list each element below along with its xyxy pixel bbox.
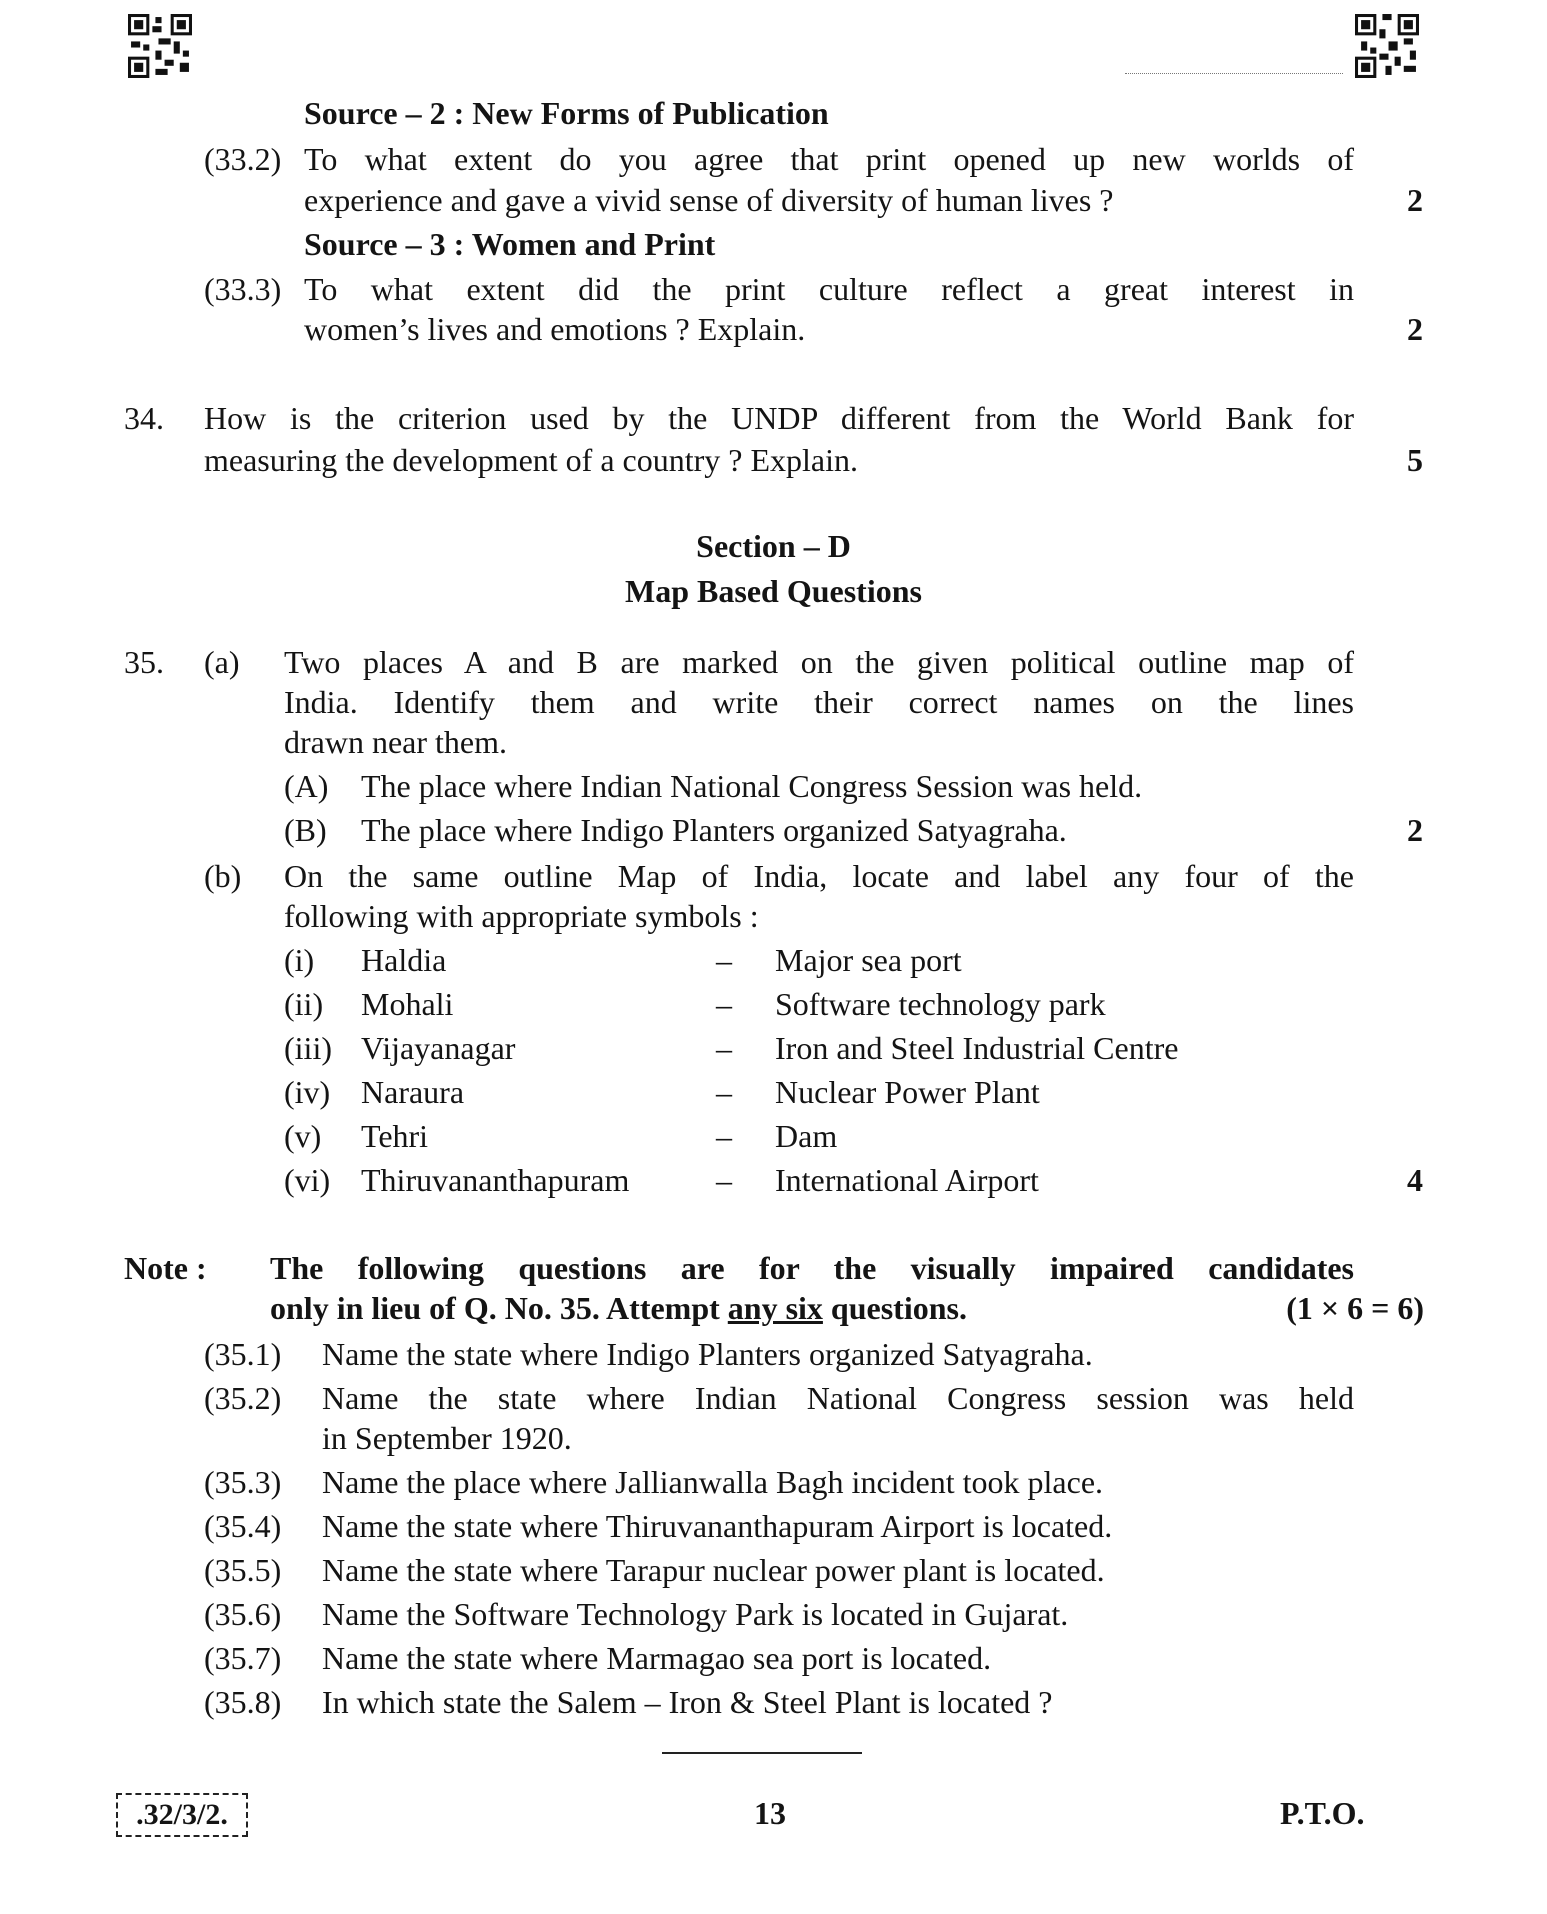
- item-desc: Nuclear Power Plant: [775, 1074, 1040, 1110]
- paper-code: .32/3/2.: [116, 1793, 248, 1837]
- question-text: How is the criterion used by the UNDP different from the World Bank for: [204, 400, 1354, 436]
- header-rule: [1125, 73, 1343, 74]
- question-text: measuring the development of a country ? Explain.: [204, 442, 859, 478]
- item-dash: –: [716, 1162, 732, 1198]
- marks: 2: [1407, 182, 1423, 218]
- source-3-title: Source – 3 : Women and Print: [304, 226, 716, 262]
- question-number: 35.: [124, 644, 164, 680]
- qr-code-icon: [1355, 14, 1419, 78]
- item-desc: International Airport: [775, 1162, 1039, 1198]
- question-text: following with appropriate symbols :: [284, 898, 759, 934]
- footer-rule: [662, 1752, 862, 1754]
- question-text: On the same outline Map of India, locate and label any four of the: [284, 858, 1354, 894]
- question-text: experience and gave a vivid sense of diversity of human lives ?: [304, 182, 1114, 218]
- note-label: Note :: [124, 1250, 207, 1286]
- question-text: To what extent did the print culture reflect a great interest in: [304, 271, 1354, 307]
- question-number: 34.: [124, 400, 164, 436]
- vi-question-number: (35.4): [204, 1508, 282, 1544]
- sub-text: The place where Indigo Planters organized Satyagraha.: [361, 812, 1067, 848]
- question-text: India. Identify them and write their correct names on the lines: [284, 684, 1354, 720]
- item-place: Tehri: [361, 1118, 429, 1154]
- item-place: Thiruvananthapuram: [361, 1162, 630, 1198]
- item-dash: –: [716, 942, 732, 978]
- note-text: The following questions are for the visually impaired candidates: [270, 1250, 1354, 1286]
- question-text: women’s lives and emotions ? Explain.: [304, 311, 806, 347]
- item-roman: (iii): [284, 1030, 332, 1066]
- item-roman: (i): [284, 942, 315, 978]
- marks: 2: [1407, 812, 1423, 848]
- source-2-title: Source – 2 : New Forms of Publication: [304, 95, 829, 131]
- page-number: 13: [754, 1795, 786, 1831]
- item-place: Naraura: [361, 1074, 465, 1110]
- item-dash: –: [716, 1118, 732, 1154]
- item-place: Vijayanagar: [361, 1030, 516, 1066]
- item-desc: Major sea port: [775, 942, 962, 978]
- item-roman: (ii): [284, 986, 324, 1022]
- vi-question-number: (35.3): [204, 1464, 282, 1500]
- vi-question-text: Name the state where Indian National Congress session was held: [322, 1380, 1354, 1416]
- note-marks: (1 × 6 = 6): [1286, 1290, 1424, 1326]
- sub-label: (B): [284, 812, 327, 848]
- vi-question-number: (35.2): [204, 1380, 282, 1416]
- vi-question-text: Name the state where Marmagao sea port is located.: [322, 1640, 992, 1676]
- marks: 2: [1407, 311, 1423, 347]
- vi-question-number: (35.1): [204, 1336, 282, 1372]
- item-roman: (vi): [284, 1162, 331, 1198]
- vi-question-number: (35.6): [204, 1596, 282, 1632]
- vi-question-text: in September 1920.: [322, 1420, 572, 1456]
- note-text: only in lieu of Q. No. 35. Attempt any six questions.: [270, 1290, 967, 1326]
- question-number: (33.3): [204, 271, 282, 307]
- question-number: (33.2): [204, 141, 282, 177]
- item-roman: (v): [284, 1118, 322, 1154]
- pto-label: P.T.O.: [1280, 1795, 1365, 1831]
- item-dash: –: [716, 986, 732, 1022]
- item-place: Mohali: [361, 986, 454, 1022]
- vi-question-text: Name the place where Jallianwalla Bagh incident took place.: [322, 1464, 1104, 1500]
- section-title: Section – D: [696, 528, 851, 564]
- section-subtitle: Map Based Questions: [625, 573, 922, 609]
- sub-label: (A): [284, 768, 329, 804]
- question-text: Two places A and B are marked on the given political outline map of: [284, 644, 1354, 680]
- item-dash: –: [716, 1074, 732, 1110]
- item-dash: –: [716, 1030, 732, 1066]
- vi-question-number: (35.8): [204, 1684, 282, 1720]
- question-text: drawn near them.: [284, 724, 508, 760]
- sub-text: The place where Indian National Congress Session was held.: [361, 768, 1143, 804]
- vi-question-text: Name the Software Technology Park is located in Gujarat.: [322, 1596, 1069, 1632]
- part-label: (b): [204, 858, 242, 894]
- question-text: To what extent do you agree that print opened up new worlds of: [304, 141, 1354, 177]
- marks: 4: [1407, 1162, 1423, 1198]
- part-label: (a): [204, 644, 240, 680]
- vi-question-text: In which state the Salem – Iron & Steel Plant is located ?: [322, 1684, 1053, 1720]
- item-desc: Software technology park: [775, 986, 1106, 1022]
- vi-question-number: (35.7): [204, 1640, 282, 1676]
- vi-question-text: Name the state where Tarapur nuclear power plant is located.: [322, 1552, 1105, 1588]
- vi-question-text: Name the state where Indigo Planters organized Satyagraha.: [322, 1336, 1093, 1372]
- marks: 5: [1407, 442, 1423, 478]
- qr-code-icon: [128, 14, 192, 78]
- vi-question-text: Name the state where Thiruvananthapuram Airport is located.: [322, 1508, 1113, 1544]
- item-roman: (iv): [284, 1074, 331, 1110]
- vi-question-number: (35.5): [204, 1552, 282, 1588]
- item-desc: Dam: [775, 1118, 838, 1154]
- item-desc: Iron and Steel Industrial Centre: [775, 1030, 1179, 1066]
- item-place: Haldia: [361, 942, 447, 978]
